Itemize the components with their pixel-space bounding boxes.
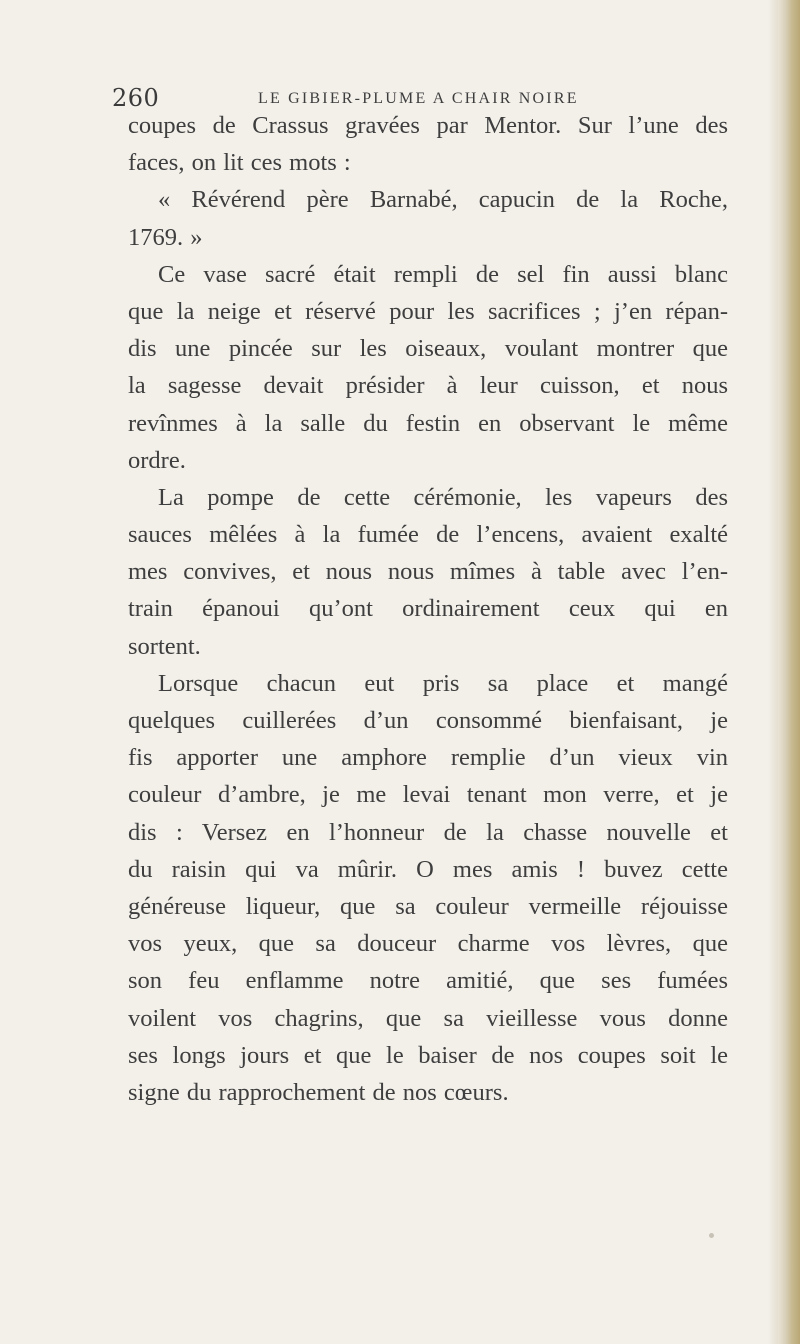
text-line: généreuse liqueur, que sa couleur vermeille réjouisse (128, 892, 728, 920)
text-line: signe du rapprochement de nos cœurs. (128, 1078, 509, 1106)
body-text (128, 107, 728, 1111)
text-line: « Révérend père Barnabé, capucin de la Roche, (158, 186, 728, 214)
running-title: LE GIBIER-PLUME A CHAIR NOIRE (258, 90, 579, 107)
text-line: fis apporter une amphore remplie d’un vieux vin (128, 744, 728, 772)
text-line: sauces mêlées à la fumée de l’encens, avaient exalté (128, 521, 728, 549)
text-line: que la neige et réservé pour les sacrifices ; j’en répan- (128, 297, 728, 325)
page-edge (778, 0, 800, 1344)
text-line: faces, on lit ces mots : (128, 149, 351, 177)
text-line: vos yeux, que sa douceur charme vos lèvres, que (128, 930, 728, 958)
text-line: Ce vase sacré était rempli de sel fin aussi blanc (158, 260, 728, 288)
paper-speck (709, 1233, 714, 1238)
text-line: voilent vos chagrins, que sa vieillesse vous donne (128, 1004, 728, 1032)
text-line: sortent. (128, 632, 201, 660)
text-line: revînmes à la salle du festin en observant le même (128, 409, 728, 437)
page-number: 260 (112, 84, 160, 112)
text-line: mes convives, et nous nous mîmes à table avec l’en- (128, 558, 728, 586)
text-line: la sagesse devait présider à leur cuisson, et nous (128, 372, 728, 400)
text-line: dis une pincée sur les oiseaux, voulant montrer que (128, 335, 728, 363)
page-edge-shadow (768, 0, 778, 1344)
text-line: couleur d’ambre, je me levai tenant mon verre, et je (128, 781, 728, 809)
text-line: La pompe de cette cérémonie, les vapeurs des (158, 483, 728, 511)
text-line: coupes de Crassus gravées par Mentor. Sur l’une des (128, 112, 728, 139)
text-line: 1769. » (128, 223, 203, 251)
text-line: quelques cuillerées d’un consommé bienfaisant, je (128, 707, 728, 734)
text-line: ordre. (128, 446, 186, 474)
text-line: Lorsque chacun eut pris sa place et mangé (158, 669, 728, 697)
text-line: son feu enflamme notre amitié, que ses fumées (128, 967, 728, 995)
text-line: du raisin qui va mûrir. O mes amis ! buvez cette (128, 855, 728, 883)
text-line: train épanoui qu’ont ordinairement ceux qui en (128, 595, 728, 623)
text-line: ses longs jours et que le baiser de nos coupes soit le (128, 1041, 728, 1069)
text-line: dis : Versez en l’honneur de la chasse nouvelle et (128, 818, 728, 846)
